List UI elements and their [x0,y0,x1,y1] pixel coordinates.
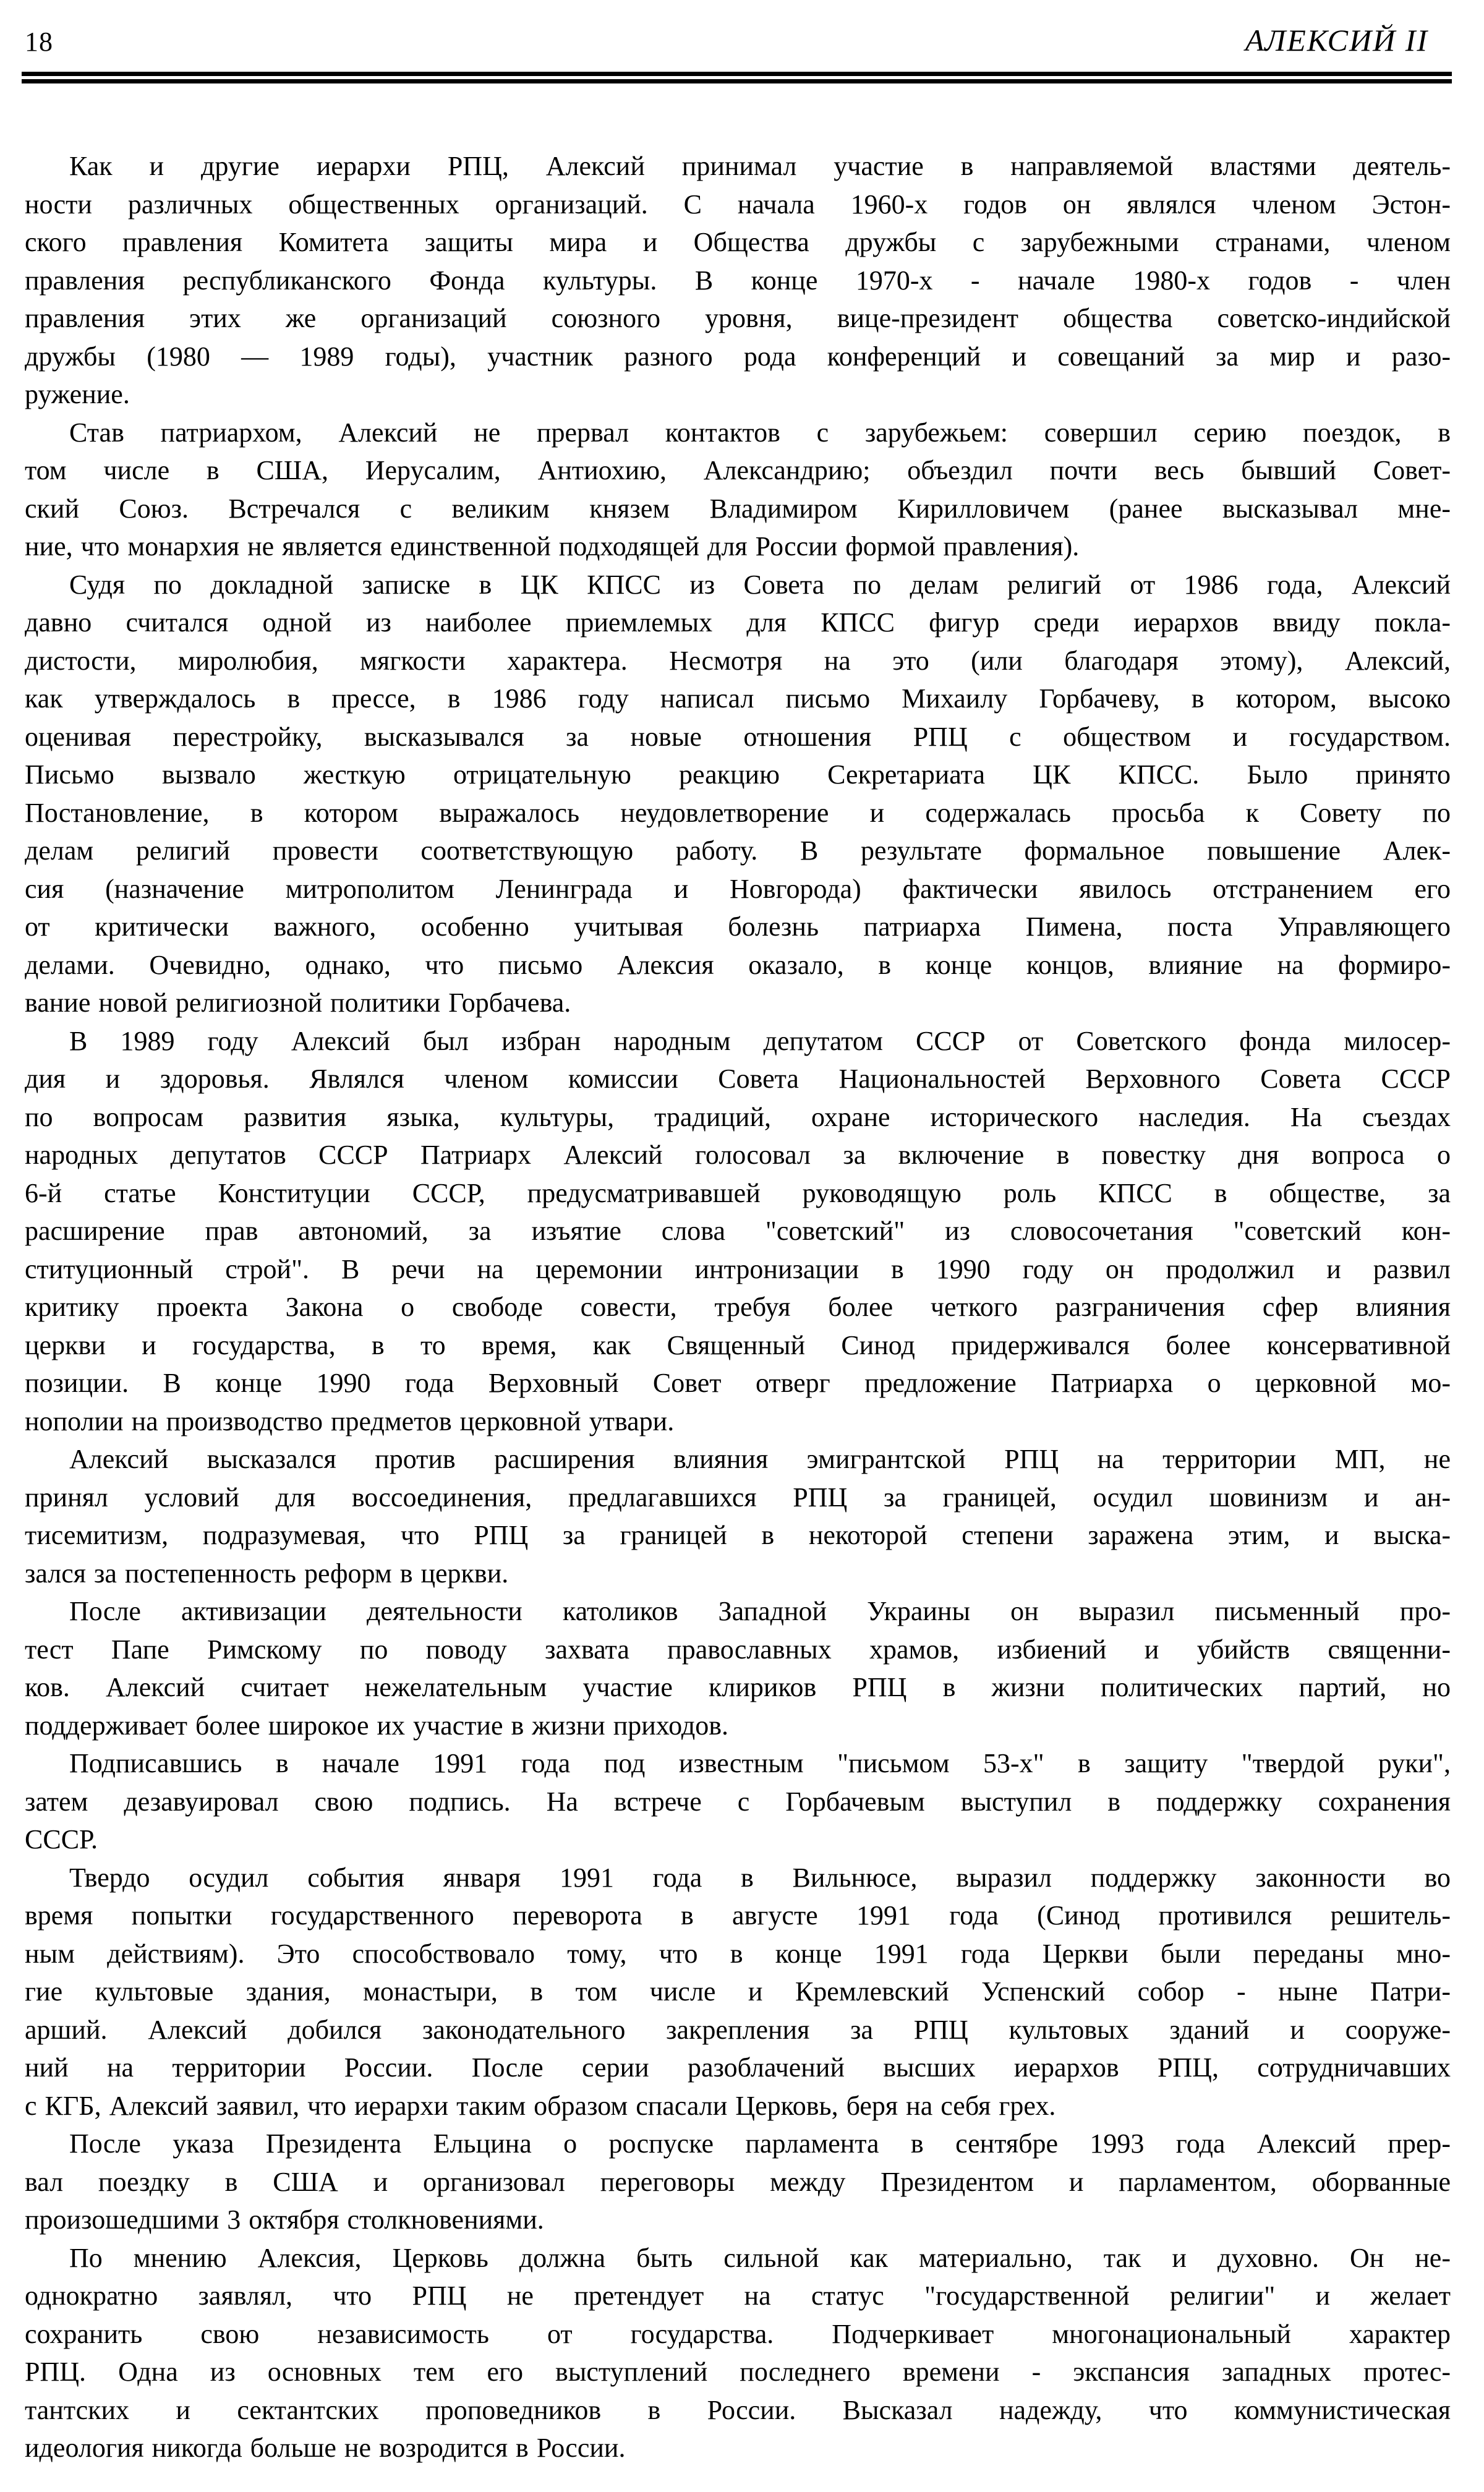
text-line: После активизации деятельности католиков Западной Украины он выразил письменный про- [69,1596,1451,1626]
text-line: Как и другие иерархи РПЦ, Алексий принимал участие в направляемой властями деятель- [69,151,1451,181]
text-line: церкви и государства, в то время, как Священный Синод придерживался более консервативной [25,1329,1451,1360]
text-line: сохранить свою независимость от государства. Подчеркивает многонациональный характер [25,2318,1451,2349]
text-line: произошедшими 3 октября столкновениями. [25,2204,544,2235]
text-line: ности различных общественных организаций. С начала 1960-х годов он являлся членом Эстон- [25,189,1451,220]
text-line: тест Папе Римскому по поводу захвата православных храмов, избиений и убийств священни- [25,1634,1451,1665]
text-line: поддерживает более широкое их участие в жизни приходов. [25,1710,729,1741]
text-line: 6-й статье Конституции СССР, предусматривавшей руководящую роль КПСС в обществе, за [25,1177,1451,1208]
paragraph [25,2239,1451,2467]
text-line: оценивая перестройку, высказывался за новые отношения РПЦ с обществом и государством. [25,721,1451,752]
text-line: затем дезавуировал свою подпись. На встрече с Горбачевым выступил в поддержку сохранения [25,1786,1451,1817]
text-line: Твердо осудил события января 1991 года в Вильнюсе, выразил поддержку законности во [69,1862,1451,1893]
paragraph [25,1022,1451,1441]
text-line: расширение прав автономий, за изъятие слова "советский" из словосочетания "советский кон- [25,1216,1451,1246]
text-line: ский Союз. Встречался с великим князем Владимиром Кирилловичем (ранее высказывал мне- [25,493,1451,524]
text-line: позиции. В конце 1990 года Верховный Совет отверг предложение Патриарха о церковной мо- [25,1368,1451,1398]
text-line: СССР. [25,1824,98,1854]
paragraph [25,2125,1451,2239]
text-line: идеология никогда больше не возродится в России. [25,2433,626,2463]
text-line: нополии на производство предметов церковной утвари. [25,1406,675,1436]
text-line: После указа Президента Ельцина о роспуске парламента в сентябре 1993 года Алексий прер- [69,2128,1451,2159]
text-line: По мнению Алексия, Церковь должна быть сильной как материально, так и духовно. Он не- [69,2242,1451,2273]
text-line: Подписавшись в начале 1991 года под известным "письмом 53-х" в защиту "твердой руки", [69,1748,1451,1778]
page-header [25,25,1452,56]
page-number: 18 [25,27,53,57]
text-line: зался за постепенность реформ в церкви. [25,1558,509,1589]
header-divider-rule [22,72,1452,83]
text-line: по вопросам развития языка, культуры, традиций, охране исторического наследия. На съездах [25,1101,1451,1132]
text-line: ний на территории России. После серии разоблачений высших иерархов РПЦ, сотрудничавших [25,2052,1451,2083]
text-line: ние, что монархия не является единственной подходящей для России формой правления). [25,531,1080,561]
text-line: Письмо вызвало жесткую отрицательную реакцию Секретариата ЦК КПСС. Было принято [25,759,1451,790]
text-line: арший. Алексий добился законодательного закрепления за РПЦ культовых зданий и сооруже- [25,2014,1451,2045]
text-line: от критически важного, особенно учитывая болезнь патриарха Пимена, поста Управляющего [25,911,1451,942]
text-line: ным действиям). Это способствовало тому, что в конце 1991 года Церкви были переданы мно- [25,1938,1451,1969]
text-line: вание новой религиозной политики Горбачева. [25,988,571,1018]
text-line: тантских и сектантских проповедников в России. Высказал надежду, что коммунистическая [25,2394,1451,2425]
text-line: с КГБ, Алексий заявил, что иерархи таким образом спасали Церковь, беря на себя грех. [25,2090,1056,2121]
text-line: однократно заявлял, что РПЦ не претендует на статус "государственной религии" и желает [25,2281,1451,2311]
text-line: Постановление, в котором выражалось неудовлетворение и содержалась просьба к Совету по [25,797,1451,828]
text-line: принял условий для воссоединения, предлагавшихся РПЦ за границей, осудил шовинизм и ан- [25,1482,1451,1513]
paragraph [25,566,1451,1022]
text-line: ского правления Комитета защиты мира и Общества дружбы с зарубежными странами, членом [25,227,1451,257]
text-line: Став патриархом, Алексий не прервал контактов с зарубежьем: совершил серию поездок, в [69,417,1451,448]
text-line: ков. Алексий считает нежелательным участие клириков РПЦ в жизни политических партий, но [25,1672,1451,1702]
text-line: критику проекта Закона о свободе совести, требуя более четкого разграничения сфер влияния [25,1292,1451,1322]
text-line: В 1989 году Алексий был избран народным депутатом СССР от Советского фонда милосер- [69,1025,1451,1056]
text-line: ституционный строй". В речи на церемонии интронизации в 1990 году он продолжил и развил [25,1253,1451,1284]
text-line: правления этих же организаций союзного уровня, вице-президент общества советско-индийской [25,303,1451,333]
text-line: гие культовые здания, монастыри, в том числе и Кремлевский Успенский собор - ныне Патри- [25,1976,1451,2007]
text-line: Судя по докладной записке в ЦК КПСС из Совета по делам религий от 1986 года, Алексий [69,569,1451,600]
paragraph [25,1859,1451,2125]
paragraph [25,414,1451,566]
page-body [25,147,1451,2467]
paragraph [25,1440,1451,1592]
text-line: дружбы (1980 — 1989 годы), участник разного рода конференций и совещаний за мир и разо- [25,341,1451,372]
running-title: АЛЕКСИЙ II [1245,23,1428,58]
text-line: сия (назначение митрополитом Ленинграда и Новгорода) фактически явилось отстранением его [25,873,1451,904]
text-line: ружение. [25,379,130,409]
text-line: Алексий высказался против расширения влияния эмигрантской РПЦ на территории МП, не [69,1444,1451,1474]
text-line: делам религий провести соответствующую работу. В результате формальное повышение Алек- [25,835,1451,866]
text-line: дистости, миролюбия, мягкости характера. Несмотря на это (или благодаря этому), Алексий, [25,645,1451,676]
paragraph [25,147,1451,414]
text-line: вал поездку в США и организовал переговоры между Президентом и парламентом, оборванные [25,2166,1451,2197]
text-line: народных депутатов СССР Патриарх Алексий голосовал за включение в повестку дня вопроса о [25,1140,1451,1170]
text-line: дия и здоровья. Являлся членом комиссии Совета Национальностей Верховного Совета СССР [25,1064,1451,1094]
text-line: правления республиканского Фонда культуры. В конце 1970-х - начале 1980-х годов - член [25,265,1451,296]
paragraph [25,1744,1451,1859]
text-line: делами. Очевидно, однако, что письмо Алексия оказало, в конце концов, влияние на формиро- [25,949,1451,980]
text-line: тисемитизм, подразумевая, что РПЦ за границей в некоторой степени заражена этим, и выска- [25,1520,1451,1550]
text-line: РПЦ. Одна из основных тем его выступлений последнего времени - экспансия западных протес- [25,2357,1451,2387]
paragraph [25,1592,1451,1744]
text-line: давно считался одной из наиболее приемлемых для КПСС фигур среди иерархов ввиду покла- [25,607,1451,638]
text-line: время попытки государственного переворота в августе 1991 года (Синод противился решитель- [25,1900,1451,1931]
text-line: том числе в США, Иерусалим, Антиохию, Александрию; объездил почти весь бывший Совет- [25,455,1451,485]
text-line: как утверждалось в прессе, в 1986 году написал письмо Михаилу Горбачеву, в котором, высоко [25,683,1451,714]
